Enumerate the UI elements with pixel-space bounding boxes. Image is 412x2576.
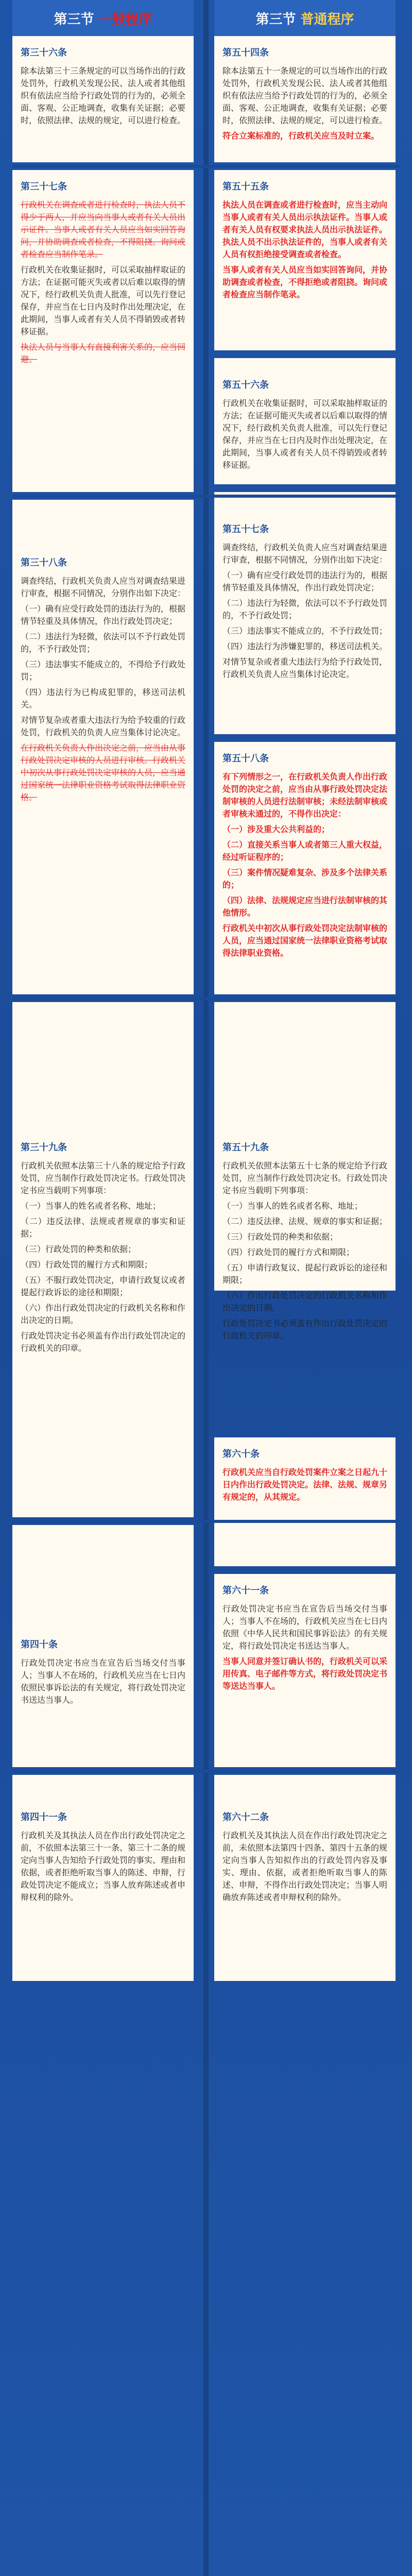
article-paragraph: 行政机关在收集证据时，可以采取抽样取证的方法；在证据可能灭失或者以后难以取得的情况下，经行政机关负责人批准，可以先行登记保存，并应当在七日内及时作出处理决定，在此期间，当事人或者有关人员不得销毁或者转移证据。 bbox=[222, 398, 388, 470]
right-article-59 bbox=[214, 1002, 396, 1341]
left-column-header bbox=[12, 0, 194, 36]
right-header-highlight: 普通程序 bbox=[300, 11, 354, 27]
left-article-38 bbox=[12, 500, 194, 994]
right-header-prefix: 第三节 bbox=[255, 11, 296, 27]
article-paragraph: 行政机关及其执法人员在作出行政处罚决定之前，未依照本法第四十四条、第四十五条的规定向当事人告知拟作出的行政处罚内容及事实、理由、依据，或者拒绝听取当事人的陈述、申辩，不得作出行政处罚决定；当事人明确放弃陈述或者申辩权利的除外。 bbox=[222, 1831, 388, 1902]
article-title: 第三十七条 bbox=[21, 181, 67, 192]
article-paragraph-added: （四）法律、法规规定应当进行法制审核的其他情形。 bbox=[222, 895, 388, 918]
article-title: 第三十六条 bbox=[21, 47, 67, 58]
article-paragraph-added: （三）案件情况疑难复杂、涉及多个法律关系的； bbox=[222, 868, 388, 890]
right-article-54 bbox=[214, 36, 396, 162]
article-paragraph: 行政机关依照本法第五十七条的规定给予行政处罚，应当制作行政处罚决定书。行政处罚决定书应当载明下列事项： bbox=[222, 1161, 388, 1195]
column-new-law bbox=[214, 0, 396, 2576]
article-paragraph: 调查终结，行政机关负责人应当对调查结果进行审查，根据不同情况，分别作出如下决定： bbox=[222, 543, 388, 565]
article-title: 第五十六条 bbox=[222, 380, 269, 391]
article-paragraph: （一）当事人的姓名或者名称、地址； bbox=[222, 1201, 363, 1211]
article-paragraph: （一）当事人的姓名或者名称、地址； bbox=[21, 1201, 161, 1211]
right-article-57 bbox=[214, 492, 396, 734]
article-paragraph: （一）确有应受行政处罚的违法行为的，根据情节轻重及具体情况，作出行政处罚决定； bbox=[222, 570, 388, 592]
right-article-60 bbox=[214, 1437, 396, 1566]
article-paragraph: 行政处罚决定书必须盖有作出行政处罚决定的行政机关的印章。 bbox=[222, 1318, 388, 1341]
article-paragraph: 行政处罚决定书应当在宣告后当场交付当事人；当事人不在场的，行政机关应当在七日内依照民事诉讼法的有关规定，将行政处罚决定书送达当事人。 bbox=[21, 1658, 186, 1705]
article-paragraph: 除本法第三十三条规定的可以当场作出的行政处罚外，行政机关发现公民、法人或者其他组织有依法应当给予行政处罚的行为的，必须全面、客观、公正地调查，收集有关证据；必要时，依照法律、法规的规定，可以进行检查。 bbox=[21, 66, 186, 125]
article-paragraph-added: （二）直接关系当事人或者第三人重大权益，经过听证程序的； bbox=[222, 840, 388, 862]
article-paragraph: 行政处罚决定书应当在宣告后当场交付当事人；当事人不在场的，行政机关应当在七日内依照《中华人民共和国民事诉讼法》的有关规定，将行政处罚决定书送达当事人。 bbox=[222, 1604, 388, 1651]
article-paragraph-added: 行政机关应当自行政处罚案件立案之日起九十日内作出行政处罚决定。法律、法规、规章另有规定的，从其规定。 bbox=[222, 1467, 388, 1502]
article-paragraph-added: （一）涉及重大公共利益的； bbox=[222, 824, 330, 834]
article-paragraph-deleted: 在行政机关负责人作出决定之前，应当由从事行政处罚决定审核的人员进行审核。行政机关中初次从事行政处罚决定审核的人员，应当通过国家统一法律职业资格考试取得法律职业资格。 bbox=[21, 743, 186, 802]
article-paragraph: （六）作出行政处罚决定的行政机关名称和作出决定的日期。 bbox=[222, 1291, 388, 1313]
article-paragraph-deleted: 执法人员与当事人有直接利害关系的，应当回避。 bbox=[21, 342, 186, 364]
right-article-56 bbox=[214, 358, 396, 484]
article-title: 第三十八条 bbox=[21, 557, 67, 568]
left-article-36 bbox=[12, 36, 194, 162]
article-paragraph: 行政机关及其执法人员在作出行政处罚决定之前，不依照本法第三十一条、第三十二条的规定向当事人告知给予行政处罚的事实、理由和依据，或者拒绝听取当事人的陈述、申辩，行政处罚决定不能成立；当事人放弃陈述或者申辩权利的除外。 bbox=[21, 1831, 186, 1902]
article-paragraph: 调查终结，行政机关负责人应当对调查结果进行审查，根据不同情况，分别作出如下决定： bbox=[21, 576, 186, 598]
left-header-highlight: 一般程序 bbox=[98, 11, 152, 27]
article-title: 第六十二条 bbox=[222, 1812, 269, 1823]
article-paragraph: 行政机关依照本法第三十八条的规定给予行政处罚，应当制作行政处罚决定书。行政处罚决定书应当载明下列事项： bbox=[21, 1161, 186, 1195]
article-paragraph: （三）行政处罚的种类和依据； bbox=[21, 1244, 136, 1254]
article-title: 第五十九条 bbox=[222, 1142, 269, 1153]
center-separator bbox=[203, 0, 209, 2576]
article-paragraph: （三）违法事实不能成立的，不得给予行政处罚； bbox=[21, 659, 186, 682]
article-paragraph: （二）违反法律、法规或者规章的事实和证据； bbox=[21, 1216, 185, 1239]
article-paragraph: （一）确有应受行政处罚的违法行为的，根据情节轻重及具体情况，作出行政处罚决定； bbox=[21, 604, 186, 626]
article-title: 第六十一条 bbox=[222, 1585, 269, 1596]
section-divider bbox=[12, 997, 400, 1000]
article-title: 第五十八条 bbox=[222, 753, 269, 764]
article-paragraph-added: 有下列情形之一，在行政机关负责人作出行政处罚的决定之前，应当由从事行政处罚决定法制审核的人员进行法制审核；未经法制审核或者审核未通过的，不得作出决定： bbox=[222, 772, 388, 819]
right-column-header bbox=[214, 0, 396, 36]
right-article-62 bbox=[214, 1775, 396, 1981]
article-paragraph: （二）违法行为轻微，依法可以不予行政处罚的，不予行政处罚； bbox=[222, 598, 388, 620]
article-paragraph-added: 符合立案标准的，行政机关应当及时立案。 bbox=[222, 131, 380, 141]
article-paragraph: （四）违法行为涉嫌犯罪的，移送司法机关。 bbox=[222, 641, 388, 651]
article-paragraph: 行政处罚决定书必须盖有作出行政处罚决定的行政机关的印章。 bbox=[21, 1331, 186, 1353]
article-paragraph: （五）不服行政处罚决定，申请行政复议或者提起行政诉讼的途径和期限； bbox=[21, 1275, 186, 1297]
article-paragraph: （二）违反法律、法规、规章的事实和证据； bbox=[222, 1216, 388, 1226]
article-paragraph: 对情节复杂或者重大违法行为给予行政处罚，行政机关负责人应当集体讨论决定。 bbox=[222, 657, 388, 679]
article-title: 第六十条 bbox=[222, 1449, 260, 1460]
article-title: 第四十一条 bbox=[21, 1812, 67, 1823]
article-paragraph-deleted: 行政机关在调查或者进行检查时，执法人员不得少于两人，并应当向当事人或者有关人员出示证件。当事人或者有关人员应当如实回答询问，并协助调查或者检查，不得阻挠。询问或者检查应当制作笔录。 bbox=[21, 200, 186, 259]
left-article-37 bbox=[12, 170, 194, 492]
article-paragraph-added: 当事人或者有关人员应当如实回答询问，并协助调查或者检查，不得拒绝或者阻挠。询问或者检查应当制作笔录。 bbox=[222, 265, 388, 299]
right-article-58 bbox=[214, 742, 396, 994]
article-paragraph: （三）行政处罚的种类和依据； bbox=[222, 1232, 338, 1242]
section-divider bbox=[12, 1520, 400, 1523]
left-article-41 bbox=[12, 1775, 194, 1981]
section-divider bbox=[12, 495, 400, 498]
article-paragraph: （四）违法行为已构成犯罪的，移送司法机关。 bbox=[21, 687, 185, 709]
article-title: 第五十五条 bbox=[222, 181, 269, 192]
article-paragraph: 对情节复杂或者重大违法行为给予较重的行政处罚，行政机关的负责人应当集体讨论决定。 bbox=[21, 715, 186, 737]
article-title: 第五十四条 bbox=[222, 47, 269, 58]
column-old-law bbox=[12, 0, 194, 2576]
article-paragraph: （四）行政处罚的履行方式和期限； bbox=[21, 1260, 153, 1269]
article-paragraph: （四）行政处罚的履行方式和期限； bbox=[222, 1247, 355, 1257]
article-paragraph: （二）违法行为轻微，依法可以不予行政处罚的，不予行政处罚； bbox=[21, 632, 186, 654]
article-title: 第五十七条 bbox=[222, 524, 269, 535]
article-paragraph-added: 执法人员在调查或者进行检查时，应当主动向当事人或者有关人员出示执法证件。当事人或者有关人员有权要求执法人员出示执法证件。执法人员不出示执法证件的，当事人或者有关人员有权拒绝接受调查或者检查。 bbox=[222, 200, 388, 259]
article-paragraph: （三）违法事实不能成立的，不予行政处罚； bbox=[222, 626, 388, 636]
article-paragraph-added: 行政机关中初次从事行政处罚决定法制审核的人员，应当通过国家统一法律职业资格考试取得法律职业资格。 bbox=[222, 923, 388, 958]
article-paragraph-added: 当事人同意并签订确认书的，行政机关可以采用传真、电子邮件等方式，将行政处罚决定书等送达当事人。 bbox=[222, 1656, 388, 1691]
article-title: 第四十条 bbox=[21, 1639, 58, 1650]
article-paragraph: 除本法第五十一条规定的可以当场作出的行政处罚外，行政机关发现公民、法人或者其他组织有依法应当给予行政处罚的行为的，必须全面、客观、公正地调查，收集有关证据；必要时，依照法律、法规的规定，可以进行检查。 bbox=[222, 66, 388, 125]
article-paragraph: 行政机关在收集证据时，可以采取抽样取证的方法；在证据可能灭失或者以后难以取得的情况下，经行政机关负责人批准，可以先行登记保存，并应当在七日内及时作出处理决定，在此期间，当事人或者有关人员不得销毁或者转移证据。 bbox=[21, 265, 186, 336]
section-divider bbox=[12, 165, 400, 168]
right-article-61 bbox=[214, 1574, 396, 1767]
article-paragraph: （五）申请行政复议、提起行政诉讼的途径和期限； bbox=[222, 1263, 388, 1285]
article-title: 第三十九条 bbox=[21, 1142, 67, 1153]
article-paragraph: （六）作出行政处罚决定的行政机关名称和作出决定的日期。 bbox=[21, 1303, 186, 1325]
left-header-prefix: 第三节 bbox=[54, 11, 94, 27]
left-article-39 bbox=[12, 1002, 194, 1517]
right-article-55 bbox=[214, 170, 396, 350]
left-article-40 bbox=[12, 1525, 194, 1767]
section-divider bbox=[12, 1770, 400, 1773]
